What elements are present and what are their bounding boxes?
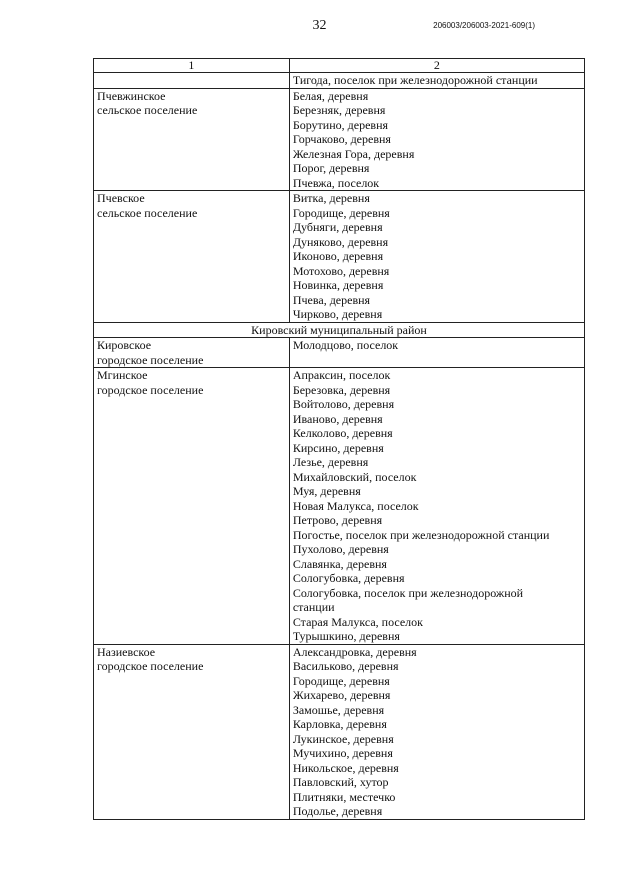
place-item: Витка, деревня bbox=[292, 191, 370, 205]
place-item: Пухолово, деревня bbox=[292, 542, 389, 556]
place-item: Павловский, хутор bbox=[292, 775, 389, 789]
place-item: Подолье, деревня bbox=[292, 804, 383, 818]
place-item: Сологубовка, поселок при железнодорожной bbox=[292, 585, 524, 600]
place-item: Белая, деревня bbox=[292, 88, 369, 103]
table-row bbox=[94, 368, 585, 645]
settlements-table bbox=[93, 58, 585, 820]
place-item: Железная Гора, деревня bbox=[292, 146, 415, 161]
district-row bbox=[94, 322, 585, 338]
table-row bbox=[94, 88, 585, 191]
settlement-type: сельское поселение bbox=[97, 205, 198, 220]
place-item: Городище, деревня bbox=[292, 205, 390, 220]
place-item: Михайловский, поселок bbox=[292, 469, 417, 484]
place-item: Пчева, деревня bbox=[292, 292, 371, 307]
place-item: Замошье, деревня bbox=[292, 702, 385, 717]
table-header-row bbox=[94, 59, 585, 73]
settlement-cell bbox=[94, 644, 290, 819]
table-row bbox=[94, 644, 585, 819]
place-item: Александровка, деревня bbox=[292, 644, 417, 659]
settlement-type: городское поселение bbox=[97, 382, 204, 397]
place-item: Никольское, деревня bbox=[292, 760, 399, 775]
place-item: Пчевжа, поселок bbox=[292, 175, 380, 190]
settlement-name: Кировское bbox=[97, 338, 152, 352]
place-item: Борутино, деревня bbox=[292, 117, 389, 132]
place-item: Мучихино, деревня bbox=[292, 746, 393, 760]
settlement-cell bbox=[94, 368, 290, 645]
place-item: Дуняково, деревня bbox=[292, 234, 389, 249]
place-item: Васильково, деревня bbox=[292, 659, 399, 673]
table-row bbox=[94, 338, 585, 368]
place-item: Кирсино, деревня bbox=[292, 440, 384, 455]
table-row bbox=[94, 191, 585, 323]
places-cell bbox=[289, 368, 584, 645]
place-item: Березовка, деревня bbox=[292, 382, 391, 397]
place-item: Войтолово, деревня bbox=[292, 397, 395, 411]
place-item: Карловка, деревня bbox=[292, 717, 387, 731]
place-item: Порог, деревня bbox=[292, 161, 370, 175]
place-item: Апраксин, поселок bbox=[292, 368, 391, 382]
place-item: Келколово, деревня bbox=[292, 426, 393, 440]
place-item: Сологубовка, деревня bbox=[292, 571, 405, 585]
column-header-1: 1 bbox=[94, 59, 290, 73]
place-item: Погостье, поселок при железнодорожной станции bbox=[292, 527, 550, 542]
place-item: Славянка, деревня bbox=[292, 556, 387, 571]
place-item: Плитняки, местечко bbox=[292, 789, 396, 804]
place-item: Чирково, деревня bbox=[292, 307, 383, 321]
place-item: Горчаково, деревня bbox=[292, 132, 391, 146]
settlement-cell bbox=[94, 88, 290, 191]
place-item: Иконово, деревня bbox=[292, 249, 384, 263]
place-item: Лезье, деревня bbox=[292, 455, 369, 469]
place-item: Турышкино, деревня bbox=[292, 629, 400, 643]
settlement-cell bbox=[94, 73, 290, 89]
settlement-name: Пчевское bbox=[97, 191, 145, 205]
place-item: Березняк, деревня bbox=[292, 103, 386, 117]
settlement-cell bbox=[94, 191, 290, 323]
document-code: 206003/206003-2021-609(1) bbox=[433, 21, 535, 30]
place-item: Тигода, поселок при железнодорожной станции bbox=[292, 73, 538, 87]
settlement-name: Мгинское bbox=[97, 368, 148, 382]
settlement-name: Пчевжинское bbox=[97, 88, 166, 103]
settlement-type: городское поселение bbox=[97, 659, 204, 673]
place-item: Петрово, деревня bbox=[292, 513, 383, 527]
place-item: Мотохово, деревня bbox=[292, 263, 390, 278]
settlement-type: городское поселение bbox=[97, 352, 204, 367]
places-cell bbox=[289, 338, 584, 368]
settlement-name: Назиевское bbox=[97, 644, 156, 659]
place-item: Иваново, деревня bbox=[292, 411, 383, 426]
places-cell bbox=[289, 191, 584, 323]
district-title: Кировский муниципальный район bbox=[94, 322, 585, 338]
place-item: Жихарево, деревня bbox=[292, 688, 391, 702]
place-item: Молодцово, поселок bbox=[292, 338, 399, 352]
page-number: 32 bbox=[312, 18, 327, 33]
place-item: Муя, деревня bbox=[292, 484, 361, 498]
settlement-type: сельское поселение bbox=[97, 103, 198, 117]
places-cell bbox=[289, 88, 584, 191]
place-item: Новая Малукса, поселок bbox=[292, 498, 419, 513]
settlement-cell bbox=[94, 338, 290, 368]
place-item: Городище, деревня bbox=[292, 673, 390, 688]
place-item: Новинка, деревня bbox=[292, 278, 384, 292]
place-item: Лукинское, деревня bbox=[292, 731, 394, 746]
column-header-2: 2 bbox=[289, 59, 584, 73]
place-item: Старая Малукса, поселок bbox=[292, 614, 423, 629]
place-item: Дубняги, деревня bbox=[292, 220, 383, 234]
places-cell bbox=[289, 644, 584, 819]
table-row bbox=[94, 73, 585, 89]
place-item: станции bbox=[292, 600, 335, 614]
places-cell bbox=[289, 73, 584, 89]
